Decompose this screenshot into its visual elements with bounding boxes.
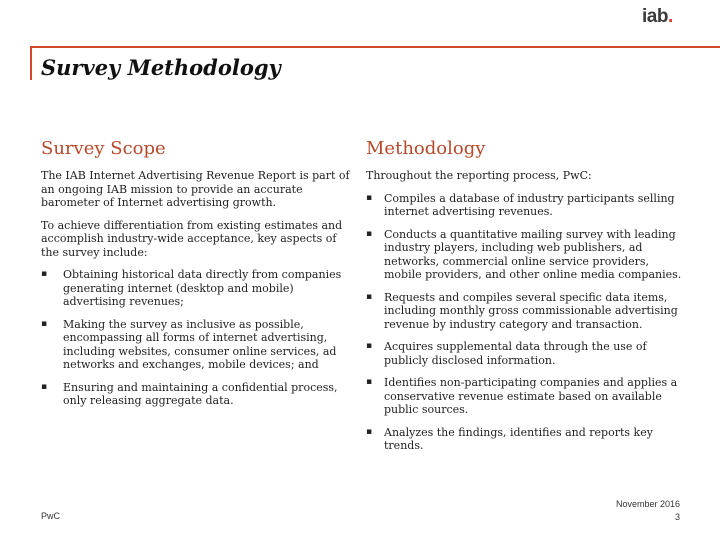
scope-paragraph-1: The IAB Internet Advertising Revenue Report is part of an ongoing IAB mission to provide an accurate barometer of Internet advertising growth. bbox=[41, 169, 350, 209]
list-item-text: Conducts a quantitative mailing survey with leading industry players, including web publishers, ad networks, commercial online service providers, mobile providers, and other online media companies. bbox=[384, 227, 682, 281]
list-item-text: Identifies non-participating companies and applies a conservative revenue estimate based on available public sources. bbox=[384, 376, 678, 416]
logo-text: iab bbox=[642, 6, 668, 27]
list-item bbox=[366, 376, 686, 417]
list-item-text: Obtaining historical data directly from companies generating internet (desktop and mobile) advertising revenues; bbox=[63, 268, 342, 308]
survey-scope-heading: Survey Scope bbox=[41, 138, 166, 159]
logo-dot: . bbox=[667, 6, 673, 27]
iab-logo bbox=[642, 6, 673, 28]
list-item-text: Requests and compiles several specific data items, including monthly gross commissionable advertising revenue by industry category and transaction. bbox=[384, 290, 678, 331]
survey-scope-column bbox=[41, 138, 356, 417]
list-item-text: Analyzes the findings, identifies and reports key trends. bbox=[384, 425, 653, 452]
bullet-icon: ▪ bbox=[366, 192, 373, 203]
list-item bbox=[41, 268, 356, 309]
footer-company: PwC bbox=[41, 511, 61, 521]
bullet-icon: ▪ bbox=[366, 377, 373, 387]
title-frame-top-rule bbox=[30, 46, 720, 48]
list-item-text: Ensuring and maintaining a confidential process, only releasing aggregate data. bbox=[63, 380, 338, 407]
list-item-text: Compiles a database of industry participants selling internet advertising revenues. bbox=[384, 191, 675, 218]
list-item bbox=[366, 192, 686, 219]
bullet-icon: ▪ bbox=[41, 318, 48, 329]
list-item bbox=[41, 318, 356, 372]
list-item bbox=[41, 381, 356, 408]
list-item bbox=[366, 291, 686, 332]
footer-date: November 2016 bbox=[615, 499, 680, 509]
methodology-heading: Methodology bbox=[366, 138, 486, 159]
bullet-icon: ▪ bbox=[366, 228, 373, 239]
methodology-column bbox=[366, 138, 686, 462]
title-frame-left-rule bbox=[30, 46, 32, 80]
scope-paragraph-2: To achieve differentiation from existing estimates and accomplish industry-wide acceptance, key aspects of the survey include: bbox=[41, 218, 343, 259]
bullet-icon: ▪ bbox=[366, 291, 373, 302]
list-item bbox=[366, 228, 686, 282]
page-title: Survey Methodology bbox=[41, 55, 281, 80]
footer-date-page bbox=[616, 498, 680, 524]
bullet-icon: ▪ bbox=[366, 426, 373, 437]
list-item-text: Making the survey as inclusive as possible, encompassing all forms of internet advertising, including websites, consumer online services, ad networks and exchanges, mobile devices; and bbox=[63, 317, 337, 371]
bullet-icon: ▪ bbox=[366, 341, 373, 351]
page-number: 3 bbox=[674, 512, 680, 522]
list-item bbox=[366, 340, 686, 367]
methodology-intro: Throughout the reporting process, PwC: bbox=[366, 169, 592, 182]
list-item-text: Acquires supplemental data through the use of publicly disclosed information. bbox=[384, 340, 647, 367]
list-item bbox=[366, 426, 686, 453]
methodology-bullet-list bbox=[366, 192, 686, 453]
bullet-icon: ▪ bbox=[41, 381, 48, 392]
scope-bullet-list bbox=[41, 268, 356, 408]
bullet-icon: ▪ bbox=[41, 269, 48, 279]
